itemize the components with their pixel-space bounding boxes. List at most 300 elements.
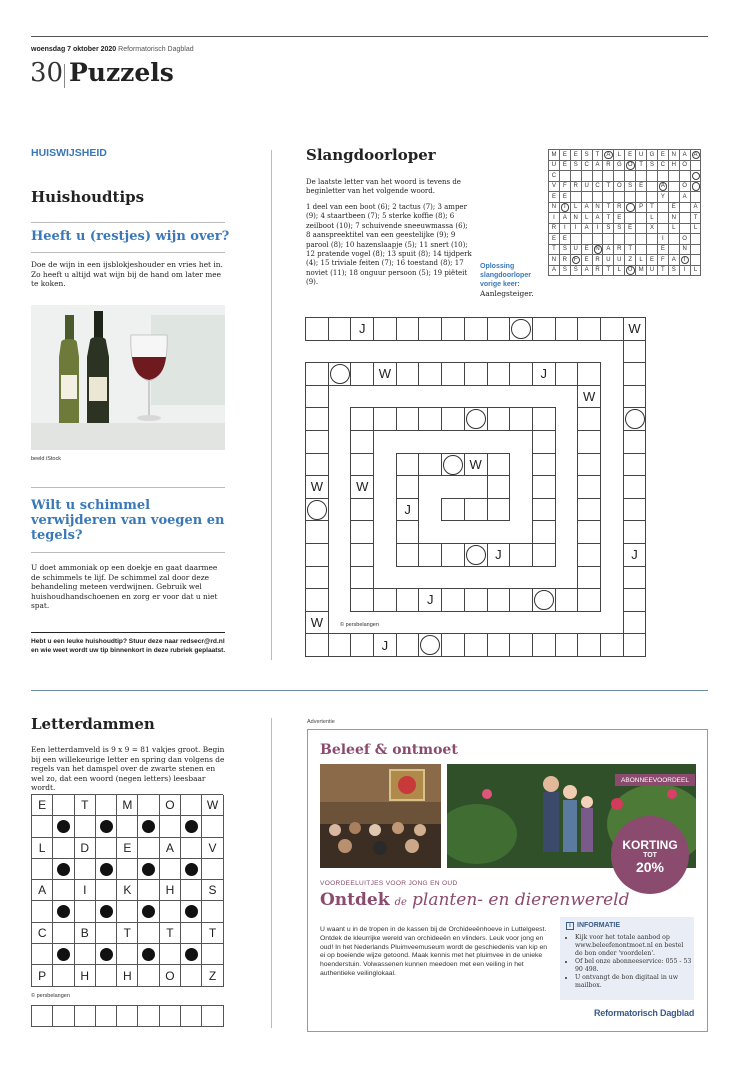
puzzle-cell[interactable]: W	[623, 317, 647, 341]
puzzle-cell[interactable]	[487, 588, 511, 612]
puzzle-cell[interactable]: W	[577, 385, 601, 409]
puzzle-cell[interactable]	[487, 475, 511, 499]
stone-cell	[96, 901, 117, 922]
solution-cell	[680, 224, 691, 235]
empty-space	[532, 566, 555, 589]
puzzle-cell[interactable]: J	[623, 543, 647, 567]
answer-cell[interactable]	[117, 1006, 138, 1027]
empty-space	[555, 611, 578, 634]
puzzle-cell[interactable]	[623, 453, 647, 477]
puzzle-cell[interactable]	[305, 430, 329, 454]
puzzle-cell[interactable]	[350, 588, 374, 612]
puzzle-cell[interactable]	[509, 633, 533, 657]
puzzle-cell[interactable]	[623, 498, 647, 522]
solution-cell: O	[614, 182, 625, 193]
stone-cell	[96, 816, 117, 837]
solution-cell: E	[625, 224, 636, 235]
puzzle-cell[interactable]	[623, 520, 647, 544]
solution-cell	[636, 245, 647, 256]
puzzle-cell[interactable]	[305, 498, 329, 522]
empty-space	[418, 498, 441, 521]
solution-cell	[571, 234, 582, 245]
solution-cell: L	[691, 266, 702, 277]
puzzle-cell[interactable]	[577, 588, 601, 612]
solution-cell: A	[560, 213, 571, 224]
puzzle-cell[interactable]	[441, 317, 465, 341]
empty-cell	[53, 838, 74, 859]
black-stone	[100, 820, 113, 833]
solution-cell: O	[680, 234, 691, 245]
empty-space	[418, 475, 441, 498]
empty-space	[487, 520, 510, 543]
solution-cell: A	[593, 213, 604, 224]
empty-space	[396, 430, 419, 453]
puzzle-cell[interactable]	[600, 633, 624, 657]
solution-cell	[625, 203, 636, 214]
puzzle-cell[interactable]	[441, 362, 465, 386]
empty-space	[373, 520, 396, 543]
puzzle-cell[interactable]	[600, 317, 624, 341]
puzzle-cell[interactable]	[623, 566, 647, 590]
answer-cell[interactable]	[53, 1006, 74, 1027]
solution-cell	[691, 161, 702, 172]
solution-cell: A	[582, 224, 593, 235]
puzzle-cell[interactable]	[418, 453, 442, 477]
header-divider	[64, 64, 65, 88]
solution-cell: U	[571, 245, 582, 256]
puzzle-cell[interactable]	[509, 588, 533, 612]
solution-cell: E	[647, 255, 658, 266]
solution-cell	[582, 192, 593, 203]
puzzle-cell[interactable]	[532, 588, 556, 612]
puzzle-cell[interactable]: W	[305, 475, 329, 499]
puzzle-cell[interactable]: J	[350, 317, 374, 341]
solution-cell: S	[560, 245, 571, 256]
puzzle-cell[interactable]	[350, 543, 374, 567]
letter-cell: Z	[202, 965, 223, 986]
puzzle-cell[interactable]	[577, 453, 601, 477]
puzzle-cell[interactable]	[441, 498, 465, 522]
empty-space	[328, 385, 351, 408]
puzzle-cell[interactable]	[532, 543, 556, 567]
puzzle-cell[interactable]	[396, 520, 420, 544]
puzzle-cell[interactable]	[623, 385, 647, 409]
puzzle-cell[interactable]	[350, 520, 374, 544]
puzzle-cell[interactable]	[555, 362, 579, 386]
solution-cell: L	[614, 266, 625, 277]
letter-cell: B	[75, 923, 96, 944]
solution-cell: T	[593, 150, 604, 161]
puzzle-cell[interactable]	[418, 317, 442, 341]
puzzle-cell[interactable]	[396, 407, 420, 431]
puzzle-cell[interactable]	[441, 543, 465, 567]
solution-cell: R	[614, 203, 625, 214]
empty-space	[487, 340, 510, 363]
puzzle-cell[interactable]	[577, 362, 601, 386]
puzzle-cell[interactable]: W	[464, 453, 488, 477]
solution-cell: A	[549, 266, 560, 277]
empty-space	[600, 340, 623, 363]
letter-cell: W	[202, 795, 223, 816]
circle-marker	[307, 500, 327, 520]
puzzle-cell[interactable]	[350, 362, 374, 386]
puzzle-cell[interactable]	[418, 407, 442, 431]
solution-cell	[571, 171, 582, 182]
puzzle-cell[interactable]	[418, 362, 442, 386]
circle-marker	[659, 182, 668, 191]
answer-cell[interactable]	[160, 1006, 181, 1027]
solution-cell: S	[625, 182, 636, 193]
empty-space	[373, 543, 396, 566]
puzzle-cell[interactable]: J	[487, 543, 511, 567]
solution-cell: R	[593, 266, 604, 277]
circle-marker	[572, 256, 581, 265]
solution-cell: A	[691, 203, 702, 214]
puzzle-cell[interactable]	[396, 633, 420, 657]
empty-space	[532, 385, 555, 408]
divider	[31, 552, 225, 553]
solution-cell: T	[603, 213, 614, 224]
puzzle-cell[interactable]	[464, 362, 488, 386]
circle-marker	[511, 319, 531, 339]
empty-space	[577, 611, 600, 634]
puzzle-cell[interactable]	[396, 317, 420, 341]
empty-space	[396, 566, 419, 589]
empty-space	[464, 430, 487, 453]
puzzle-cell[interactable]	[441, 588, 465, 612]
puzzle-cell[interactable]	[623, 588, 647, 612]
puzzle-cell[interactable]	[305, 385, 329, 409]
black-stone	[100, 863, 113, 876]
solution-cell: L	[614, 150, 625, 161]
slang-clues: 1 deel van een boot (6); 2 tactus (7); 3 amper (9); 4 staartbeen (7); 5 sterke koffie (8); 6 zeilboot (10); 7 schuivende sneeuwmassa (6); 8 aanspreektitel van een geestelijke (9); 9 parool (8); 10 hazenslaapje (5); 11 snert (10); 12 pratende vogel (8); 13 spuit (8); 14 tijdperk (4); 15 triviale feiten (7); 16 toestand (8); 17 noviet (11); 18 onguur persoon (5); 19 piëteit (9).	[306, 203, 472, 287]
empty-cell	[160, 901, 181, 922]
puzzle-cell[interactable]	[396, 475, 420, 499]
circle-marker	[594, 245, 603, 254]
puzzle-cell[interactable]	[350, 498, 374, 522]
letter-cell: T	[117, 923, 138, 944]
solution-cell: T	[636, 161, 647, 172]
empty-space	[555, 543, 578, 566]
puzzle-cell[interactable]	[328, 633, 352, 657]
solution-cell: E	[560, 150, 571, 161]
puzzle-cell[interactable]	[487, 362, 511, 386]
puzzle-cell[interactable]	[305, 543, 329, 567]
puzzle-cell[interactable]	[305, 453, 329, 477]
puzzle-cell[interactable]	[577, 520, 601, 544]
circle-marker	[604, 151, 613, 160]
puzzle-cell[interactable]	[305, 362, 329, 386]
solution-cell	[691, 182, 702, 193]
puzzle-cell[interactable]	[441, 453, 465, 477]
ad-headline	[320, 890, 629, 910]
solution-cell: S	[571, 161, 582, 172]
puzzle-cell[interactable]	[532, 520, 556, 544]
empty-space	[600, 430, 623, 453]
solution-cell: U	[636, 150, 647, 161]
letter-cell: A	[160, 838, 181, 859]
puzzle-cell[interactable]	[350, 566, 374, 590]
solution-cell: A	[691, 150, 702, 161]
puzzle-cell[interactable]	[441, 633, 465, 657]
info-icon: i	[566, 922, 574, 930]
stone-cell	[138, 901, 159, 922]
circle-marker	[626, 203, 635, 212]
empty-space	[396, 385, 419, 408]
puzzle-cell[interactable]	[350, 633, 374, 657]
solution-cell: S	[582, 150, 593, 161]
solution-cell: I	[560, 203, 571, 214]
letter-cell: O	[160, 795, 181, 816]
solution-cell: L	[691, 224, 702, 235]
empty-cell	[160, 816, 181, 837]
puzzle-cell[interactable]	[623, 633, 647, 657]
answer-cell[interactable]	[96, 1006, 117, 1027]
letterdammen-intro: Een letterdamveld is 9 x 9 = 81 vakjes groot. Begin bij een willekeurige letter en spring dan volgens de regels van het damspel over de zwarte stenen en wel zo, dat een woord (negen letters) leesbaar wordt.	[31, 745, 225, 793]
puzzle-cell[interactable]	[418, 543, 442, 567]
puzzle-cell[interactable]	[373, 407, 397, 431]
puzzle-cell[interactable]	[328, 317, 352, 341]
solution-cell: R	[603, 161, 614, 172]
letterdammen-credit: © persbelangen	[31, 993, 70, 999]
puzzle-cell[interactable]	[532, 475, 556, 499]
empty-space	[600, 520, 623, 543]
puzzle-cell[interactable]	[577, 430, 601, 454]
empty-space	[418, 340, 441, 363]
puzzle-cell[interactable]	[577, 498, 601, 522]
puzzle-cell[interactable]	[577, 633, 601, 657]
ad-body: U waant u in de tropen in de kassen bij de Orchideeënhoeve in Luttelgeest. Ontdek de kleurrijke wereld van orchideeën en vlinders. Leuk voor jong en oud! In het Nederlands Pluimveemuseum wordt de geschiedenis van kip en ei op boeiende wijze getoond. Maak kennis met het pluimvee in de unieke hoenderstuin. Volwassenen kunnen meedoen met een veiling in het authentieke veilinglokaal.	[320, 926, 548, 977]
puzzle-cell[interactable]	[509, 407, 533, 431]
solution-cell: U	[603, 255, 614, 266]
solution-cell	[593, 192, 604, 203]
empty-space	[328, 453, 351, 476]
empty-space	[418, 520, 441, 543]
puzzle-cell[interactable]	[623, 611, 647, 635]
empty-space	[441, 566, 464, 589]
solution-cell: E	[582, 245, 593, 256]
puzzle-cell[interactable]	[487, 453, 511, 477]
puzzle-cell[interactable]	[464, 633, 488, 657]
puzzle-cell[interactable]	[623, 340, 647, 364]
puzzle-cell[interactable]	[577, 543, 601, 567]
huiswijsheid-kicker: HUISWIJSHEID	[31, 147, 107, 159]
puzzle-cell[interactable]: J	[418, 588, 442, 612]
empty-cell	[202, 859, 223, 880]
solution-cell	[625, 192, 636, 203]
circle-marker	[692, 182, 701, 191]
solution-cell	[614, 192, 625, 203]
puzzle-cell[interactable]	[305, 566, 329, 590]
puzzle-cell[interactable]	[487, 407, 511, 431]
empty-space	[441, 430, 464, 453]
puzzle-cell[interactable]	[532, 407, 556, 431]
answer-cell[interactable]	[138, 1006, 159, 1027]
solution-cell: A	[603, 150, 614, 161]
empty-space	[509, 453, 532, 476]
puzzle-cell[interactable]	[418, 633, 442, 657]
empty-space	[373, 475, 396, 498]
answer-cell[interactable]	[32, 1006, 53, 1027]
puzzle-cell[interactable]	[305, 588, 329, 612]
puzzle-cell[interactable]	[487, 498, 511, 522]
photo-credit: beeld iStock	[31, 456, 61, 462]
answer-cell[interactable]	[75, 1006, 96, 1027]
circle-marker	[626, 266, 635, 275]
solution-cell	[603, 192, 614, 203]
discount-line1: KORTING	[622, 838, 678, 852]
puzzle-cell[interactable]	[305, 633, 329, 657]
empty-space	[328, 475, 351, 498]
solution-cell: X	[647, 224, 658, 235]
empty-cell	[138, 965, 159, 986]
solution-cell	[625, 213, 636, 224]
puzzle-cell[interactable]	[373, 317, 397, 341]
puzzle-cell[interactable]	[532, 317, 556, 341]
solution-cell: I	[549, 213, 560, 224]
stone-cell	[53, 944, 74, 965]
puzzle-cell[interactable]	[464, 407, 488, 431]
puzzle-cell[interactable]	[577, 566, 601, 590]
puzzle-cell[interactable]	[555, 317, 579, 341]
solution-cell: G	[647, 150, 658, 161]
wine-photo	[31, 305, 225, 450]
puzzle-cell[interactable]: J	[373, 633, 397, 657]
puzzle-cell[interactable]	[305, 520, 329, 544]
discount-percent: 20%	[635, 859, 665, 875]
puzzle-cell[interactable]	[464, 588, 488, 612]
solution-cell	[658, 203, 669, 214]
circle-marker	[330, 364, 350, 384]
solution-cell: M	[549, 150, 560, 161]
puzzle-cell[interactable]	[373, 588, 397, 612]
solution-cell	[691, 171, 702, 182]
empty-cell	[96, 838, 117, 859]
empty-space	[328, 340, 351, 363]
puzzle-cell[interactable]	[464, 543, 488, 567]
solution-cell: A	[680, 150, 691, 161]
solution-cell	[636, 171, 647, 182]
solution-cell: R	[560, 255, 571, 266]
empty-space	[328, 498, 351, 521]
puzzle-cell[interactable]: W	[350, 475, 374, 499]
puzzle-cell[interactable]	[532, 453, 556, 477]
empty-space	[509, 611, 532, 634]
solution-cell	[647, 171, 658, 182]
solution-cell	[669, 234, 680, 245]
empty-space	[555, 566, 578, 589]
puzzle-cell[interactable]	[396, 588, 420, 612]
puzzle-cell[interactable]	[396, 453, 420, 477]
puzzle-cell[interactable]	[623, 407, 647, 431]
empty-cell	[181, 838, 202, 859]
puzzle-cell[interactable]	[487, 633, 511, 657]
stone-cell	[181, 901, 202, 922]
puzzle-cell[interactable]: J	[396, 498, 420, 522]
section-title: Puzzels	[69, 58, 174, 87]
letterdammen-grid	[31, 794, 223, 987]
stone-cell	[53, 816, 74, 837]
discount-badge	[611, 816, 689, 894]
letter-cell: V	[202, 838, 223, 859]
puzzle-cell[interactable]	[555, 633, 579, 657]
puzzle-cell[interactable]	[487, 317, 511, 341]
empty-cell	[181, 923, 202, 944]
solution-cell: N	[549, 203, 560, 214]
empty-space	[328, 588, 351, 611]
letter-cell: H	[160, 880, 181, 901]
empty-space	[464, 520, 487, 543]
puzzle-cell[interactable]	[305, 407, 329, 431]
empty-space	[555, 385, 578, 408]
puzzle-cell[interactable]	[464, 498, 488, 522]
puzzle-cell[interactable]	[396, 362, 420, 386]
puzzle-cell[interactable]	[305, 317, 329, 341]
solution-cell	[614, 171, 625, 182]
puzzle-cell[interactable]	[577, 317, 601, 341]
puzzle-cell[interactable]	[509, 362, 533, 386]
puzzle-cell[interactable]: W	[373, 362, 397, 386]
puzzle-cell[interactable]	[464, 317, 488, 341]
solution-cell	[582, 234, 593, 245]
puzzle-cell[interactable]: W	[305, 611, 329, 635]
puzzle-cell[interactable]	[328, 362, 352, 386]
puzzle-cell[interactable]	[509, 317, 533, 341]
puzzle-cell[interactable]	[577, 407, 601, 431]
solution-cell: E	[658, 150, 669, 161]
black-stone	[185, 948, 198, 961]
puzzle-cell[interactable]	[350, 407, 374, 431]
answer-cell[interactable]	[181, 1006, 202, 1027]
puzzle-cell[interactable]	[623, 430, 647, 454]
puzzle-cell[interactable]	[350, 430, 374, 454]
black-stone	[185, 905, 198, 918]
solution-cell: C	[549, 171, 560, 182]
empty-space	[373, 385, 396, 408]
empty-cell	[160, 859, 181, 880]
puzzle-cell[interactable]	[441, 407, 465, 431]
puzzle-cell[interactable]	[509, 543, 533, 567]
empty-space	[600, 498, 623, 521]
solution-cell	[647, 182, 658, 193]
empty-space	[418, 430, 441, 453]
empty-space	[509, 475, 532, 498]
stone-cell	[181, 816, 202, 837]
circle-marker	[466, 409, 486, 429]
puzzle-cell[interactable]	[623, 362, 647, 386]
stone-cell	[96, 944, 117, 965]
puzzle-cell[interactable]	[532, 633, 556, 657]
black-stone	[142, 820, 155, 833]
solution-cell: U	[614, 255, 625, 266]
puzzle-cell[interactable]	[532, 430, 556, 454]
empty-space	[328, 407, 351, 430]
answer-cell[interactable]	[202, 1006, 223, 1027]
puzzle-cell[interactable]	[532, 498, 556, 522]
puzzle-cell[interactable]	[396, 543, 420, 567]
puzzle-cell[interactable]	[623, 475, 647, 499]
puzzle-cell[interactable]	[555, 588, 579, 612]
circle-marker	[466, 545, 486, 565]
letter-cell: E	[32, 795, 53, 816]
solution-cell: N	[593, 245, 604, 256]
empty-space	[555, 498, 578, 521]
puzzle-cell[interactable]	[350, 453, 374, 477]
puzzle-cell[interactable]: J	[532, 362, 556, 386]
info-title-text: INFORMATIE	[577, 922, 621, 929]
solution-cell: R	[614, 245, 625, 256]
puzzle-cell[interactable]	[577, 475, 601, 499]
